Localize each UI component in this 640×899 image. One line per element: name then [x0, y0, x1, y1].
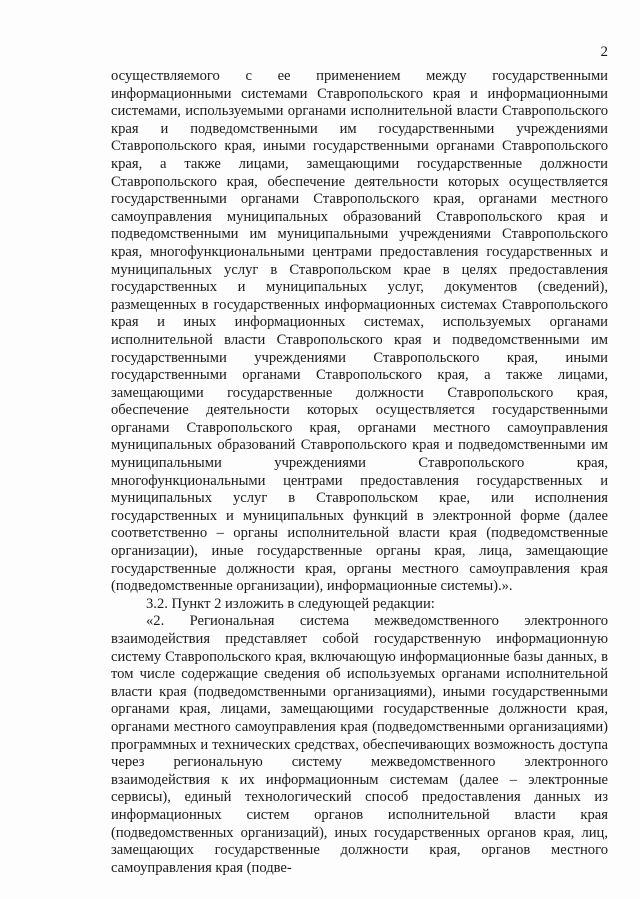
document-body [111, 68, 608, 877]
paragraph-item-3-2: 3.2. Пункт 2 изложить в следующей редакции: [146, 595, 435, 612]
page-number: 2 [600, 44, 608, 60]
paragraph-continuation: осуществляемого с ее применением между государственными информационными системами Ставропольского края и информационными системами, используемыми органами исполнительной власти Ставропольского края и подведомственными им государственными учреждениями Ставропольского края, иными государственными органами Ставропольского края, а также лицами, замещающими государственные должности Ставропольского края, обеспечение деятельности которых осуществляется государственными органами Ставропольского края, органами местного самоуправления муниципальных образований Ставропольского края и подведомственными им муниципальными учреждениями Ставропольского края, многофункциональными центрами предоставления государственных и муниципальных услуг в Ставропольском крае в целях предоставления государственных и муниципальных услуг, документов (сведений), размещенных в государственных информационных системах Ставропольского края и иных информационных системах, используемых органами исполнительной власти Ставропольского края и подведомственными им государственными учреждениями Ставропольского края, иными государственными органами Ставропольского края, а также лицами, замещающими государственные должности Ставропольского края, обеспечение деятельности которых осуществляется государственными органами Ставропольского края, органами местного самоуправления муниципальных образований Ставропольского края и подведомственными им муниципальными учреждениями Ставропольского края, многофункциональными центрами предоставления государственных и муниципальных услуг в Ставропольском крае, или исполнения государственных и муниципальных функций в электронной форме (далее соответственно – органы исполнительной власти края (подведомственные организации), иные государственные органы края, лица, замещающие государственные должности края, органы местного самоуправления края (подведомственные организации), информационные системы).». [111, 68, 608, 595]
paragraph-item-2-new-wording: «2. Региональная система межведомственного электронного взаимодействия представляет собой государственную информационную систему Ставропольского края, включающую информационные базы данных, в том числе содержащие сведения об используемых органами исполнительной власти края (подведомственными организациями), иными государственными органами края, лицами, замещающими государственные должности края, органами местного самоуправления края (подведомственными организациями) программных и технических средствах, обеспечивающих возможность доступа через региональную систему межведомственного электронного взаимодействия к их информационным системам (далее – электронные сервисы), единый технологический способ предоставления данных из информационных систем органов исполнительной власти края (подведомственных организаций), иных государственных органов края, лиц, замещающих государственные должности края, органов местного самоуправления края (подве- [111, 613, 608, 876]
